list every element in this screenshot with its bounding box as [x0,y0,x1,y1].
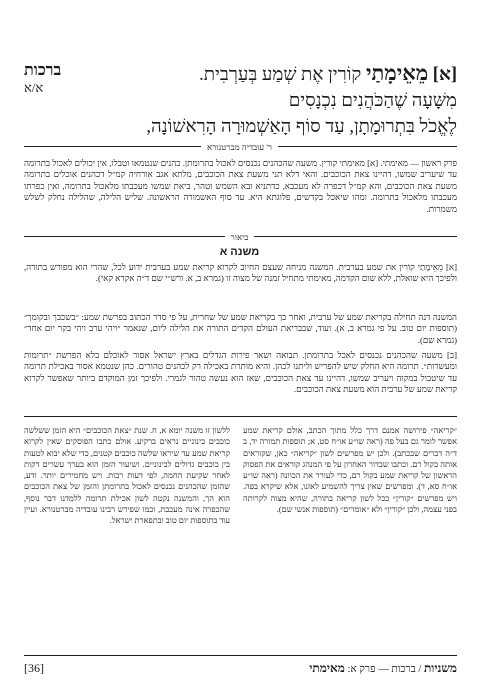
bartenura-commentary: פרק ראשון — מאימתי. [א] מאימתי קורין. משעה שהכהנים נכנסים לאכול בתרומתן. כהנים שנטמאו וטבלו, אין יכולים לאכול בתרומה עד שיעריב שמשו, דהיינו צאת הכוכבים. והאי דלא תני משעת צאת הכוכבים, מלתא אגב אורחיה קמ״ל דכהנים אוכלים בתרומה משעת צאת הכוכבים, והא קמ״ל דכפרה לא מעכבא, כדתניא ובא השמש וטהר, ביאת שמשו מעכבתו מלאכול בתרומה, ואין כפרתו מעכבתו מלאכול בתרומה. ומהו שיאכל בקדשים, פלוגתא היא. עד סוף האשמורה הראשונה. שליש הלילה, שהלילה נחלק לשלש משמרות. [24,158,457,214]
mishnah-line-1 [87,60,457,88]
corner-reference [24,62,84,96]
notes-column-left: ללשון זו משנה יומא א, ח. שנת ״צאת הכוכבים״ היא הזמן ששלשה כוכבים בינוניים נראים ברקיע. אולם כתבו הפוסקים שאין לקרוא קריאת שמע עד שיראו שלשה כוכבים קטנים, כדי שלא יבוא לטעות בין כוכבים גדולים לבינוניים. ושיעור הזמן הוא בערך עשרים דקות לאחר שקיעת החמה, לפי דעות רבות. ויש מחמירים יותר. ודע, שהזמן שהכהנים נכנסים לאכול בתרומתן והזמן של צאת הכוכבים הוא הך, והמשנה נקטה לשון אכילת תרומה ללמדנו דבר נוסף, שהכפרה אינה מעכבת, וכמו שפירש רבינו עובדיה מברטנורא. ועיין עוד בתוספות יום טוב ובתפארת ישראל. [24,426,230,526]
footer-tractate: ברכות [391,664,416,675]
tractate-name: ברכות [24,62,62,79]
footer-chapter-name: מאימתי [309,661,345,675]
notes-divider [24,416,457,417]
mishnah-number: [א] [432,65,457,85]
series-name: משניות [423,661,457,675]
biur-paragraph-1: [א] מֵאֵימָתַי קוֹרִין את שמע בערבית. המשנה מניחה שעצם החיוב לקרוא קריאת שמע בערבית ידוע לכל, שהרי הוא מפורש בתורה, ולפיכך היא שואלת, ללא שום הקדמה, מאימתי מתחיל זמנה של מצוה זו (גמרא ב, א. ורש״י שם ד״ה אקרא קאי). [24,262,457,284]
mishnah-line-2: מִשָּׁעָה שֶׁהַכֹּהֲנִים נִכְנָסִים [288,91,457,111]
footer-chapter: פרק א: [347,664,376,675]
running-footer: משניות / ברכות — פרק א: מאימתי [309,661,457,675]
biur-title: ביאור [0,232,479,242]
mishnah-text [87,60,457,140]
chapter-mishnah-ref: א/א [24,80,44,95]
footer-divider [24,655,457,656]
bartenura-title: ר' עובדיה מברטנורא [0,142,479,152]
mishnah-line-3: לֶאֱכֹל בִּתְרוּמָתָן, עַד סוֹף הָאַשְׁמוּרָה הָרִאשׁוֹנָה, [146,117,457,137]
page-number: [36] [24,661,44,675]
mishnah-section-label: משנה א [219,246,260,258]
biur-paragraph-3: [ב] משעה שהכהנים נכנסים לאכל בתרומתן. תבואה ושאר פירות הגדלים בארץ ישראל אסור לאוכלם בלא הפרשת ״תרומות ומעשרות״. תרומה היא החלק שיש להפריש וליתנו לכהן. והיא מותרת באכילה רק לכהנים טהורים. כהן שנטמא אסור באכילת תרומה עד שיטבול במקוה ויעריב שמשו, דהיינו עד צאת הכוכבים, שאז הוא נעשה טהור לגמרי. ולפיכך זמן המוקדם ביותר שאפשר לקרוא קריאת שמע של ערבית הוא משעת צאת הכוכבים. [24,350,457,395]
mishnah-line-1-text: קוֹרִין אֶת שְׁמַע בְּעַרְבִית. [199,65,362,85]
mishnah-opening-word: מֵאֵימָתַי [365,61,429,85]
notes-column-right: ״קריאה״ פירושה אמנם דרך כלל מתוך הכתב, אולם קריאת שמע אפשר לומר גם בעל פה (ראה שו״ע או״ח סט, א; תוספות תמורה יד, ב ד״ה דברים שבכתב). ולכן יש מפרשים לשון ״קריאה״ כאן, שקוראים אותה בקול רם. וכתבו שבדור האחרון על פי המנהג קוראים את הפסוק הראשון של קריאת שמע בקול רם, כדי לעורר את הכוונה (ראה שו״ע או״ח סא, ד). ומפרשים שאין צריך להשמיע לאזנו, אלא שיקרא בפה. ויש מפרשים ״קורין״ ככל לשון קריאה בתורה, שהיא מצוה לקרותה בפני עצמה, ולכן ״קורין״ ולא ״אומרים״ (תוספות אנשי שם). [243,426,457,515]
biur-paragraph-2: המשנה דנה תחילה בקריאת שמע של ערבית, ואחר כך בקריאת שמע של שחרית, על פי סדר הכתוב בפרשת שמע: ״בשכבך ובקומך״ (תוספות יום טוב. על פי גמרא ב, א). ועוד, שבבריאת העולם הקדים התורה את הלילה ליום, שנאמר ״ויהי ערב ויהי בקר יום אחד״ (גמרא שם). [24,312,457,345]
